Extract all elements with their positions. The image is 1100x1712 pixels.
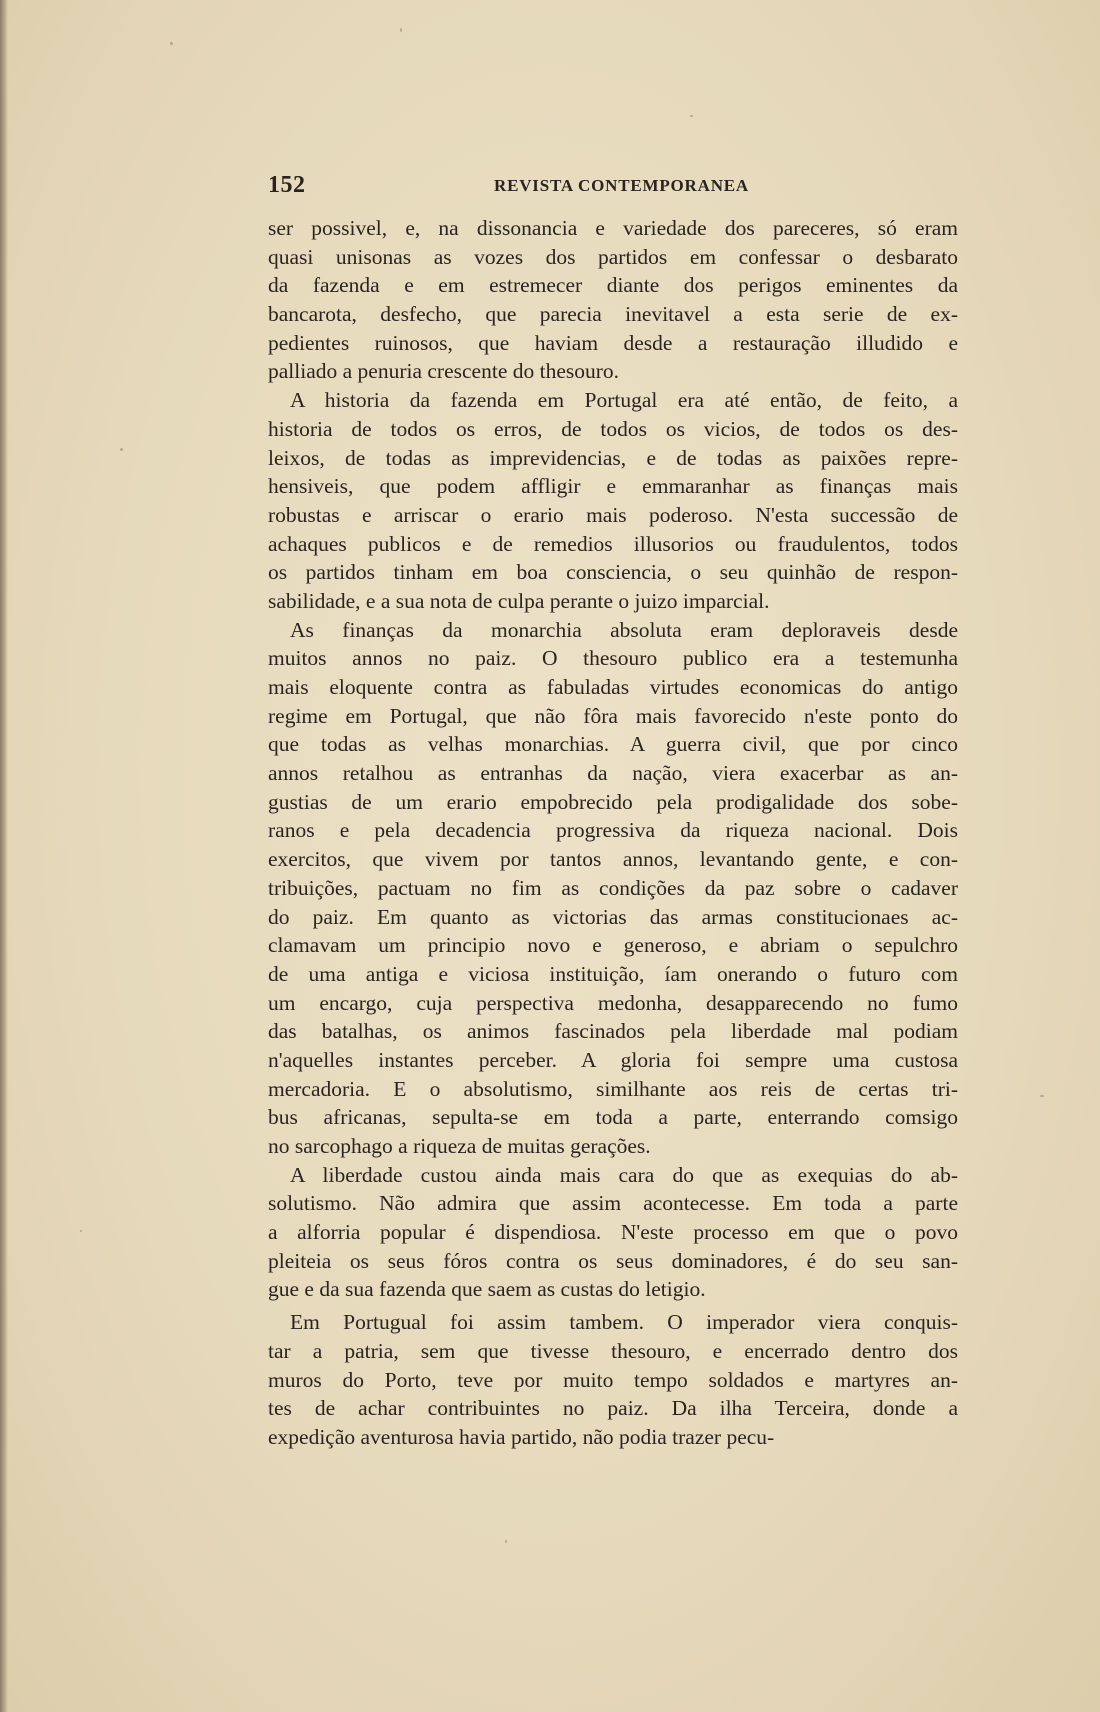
text-line: A historia da fazenda em Portugal era até então, de feito, a [290,388,958,413]
paragraph [268,1161,958,1304]
text-line: Em Portugual foi assim tambem. O imperador viera conquis- [290,1310,958,1335]
text-line: pleiteia os seus fóros contra os seus dominadores, é do seu san- [268,1248,958,1273]
paper-speck [690,115,693,117]
text-line: a alforria popular é dispendiosa. N'este processo em que o povo [268,1220,958,1245]
text-line: expedição aventurosa havia partido, não podia trazer pecu- [268,1424,775,1449]
text-line: A liberdade custou ainda mais cara do que as exequias do ab- [290,1162,958,1187]
text-line: muros do Porto, teve por muito tempo soldados e martyres an- [268,1367,958,1392]
paper-speck [505,1540,507,1543]
text-line: ser possivel, e, na dissonancia e variedade dos pareceres, só eram [268,216,958,240]
page-binding-edge [0,0,8,1712]
text-line: do paiz. Em quanto as victorias das armas constitucionaes ac- [268,904,958,929]
paper-speck [80,1230,82,1232]
text-line: historia de todos os erros, de todos os vicios, de todos os des- [268,416,958,441]
paragraph [268,1308,958,1451]
text-line: da fazenda e em estremecer diante dos perigos eminentes da [268,273,958,298]
text-line: das batalhas, os animos fascinados pela liberdade mal podiam [268,1019,958,1044]
text-line: ranos e pela decadencia progressiva da riqueza nacional. Dois [268,818,958,843]
text-line: sabilidade, e a sua nota de culpa perante o juizo imparcial. [268,588,770,613]
text-line: muitos annos no paiz. O thesouro publico era a testemunha [268,646,958,671]
text-line: gustias de um erario empobrecido pela prodigalidade dos sobe- [268,789,958,814]
paper-speck [400,28,402,32]
paper-speck [120,448,123,451]
body-text [268,214,958,1452]
paragraph [268,214,958,386]
text-line: exercitos, que vivem por tantos annos, levantando gente, e con- [268,847,958,872]
text-line: de uma antiga e viciosa instituição, íam onerando o futuro com [268,961,958,986]
text-line: regime em Portugal, que não fôra mais favorecido n'este ponto do [268,703,958,728]
text-line: um encargo, cuja perspectiva medonha, desapparecendo no fumo [268,990,958,1015]
page-header [268,172,958,198]
text-line: pedientes ruinosos, que haviam desde a restauração illudido e [268,330,958,355]
text-line: que todas as velhas monarchias. A guerra civil, que por cinco [268,732,958,757]
text-line: mais eloquente contra as fabuladas virtudes economicas do antigo [268,675,958,699]
page-number: 152 [268,172,306,198]
text-line: gue e da sua fazenda que saem as custas do letigio. [268,1277,706,1302]
text-line: bus africanas, sepulta-se em toda a parte, enterrando comsigo [268,1105,958,1130]
text-line: annos retalhou as entranhas da nação, viera exacerbar as an- [268,761,958,786]
text-line: leixos, de todas as imprevidencias, e de todas as paixões repre- [268,445,958,470]
text-line: no sarcophago a riqueza de muitas gerações. [268,1134,651,1158]
text-line: os partidos tinham em boa consciencia, o seu quinhão de respon- [268,560,958,585]
running-title: REVISTA CONTEMPORANEA [494,176,749,195]
text-line: As finanças da monarchia absoluta eram deploraveis desde [290,617,958,642]
text-line: achaques publicos e de remedios illusorios ou fraudulentos, todos [268,531,958,556]
paragraph [268,386,958,616]
text-line: tes de achar contribuintes no paiz. Da ilha Terceira, donde a [268,1396,958,1421]
paragraph [268,616,958,1161]
paper-speck [1040,1095,1044,1097]
paper-speck [830,1410,833,1413]
text-line: clamavam um principio novo e generoso, e abriam o sepulchro [268,933,958,958]
text-line: mercadoria. E o absolutismo, similhante aos reis de certas tri- [268,1076,958,1101]
paper-speck [170,42,173,45]
text-line: tribuições, pactuam no fim as condições da paz sobre o cadaver [268,875,958,900]
text-line: n'aquelles instantes perceber. A gloria foi sempre uma custosa [268,1047,958,1072]
text-line: solutismo. Não admira que assim acontecesse. Em toda a parte [268,1191,958,1216]
text-line: palliado a penuria crescente do thesouro. [268,359,620,384]
text-line: tar a patria, sem que tivesse thesouro, e encerrado dentro dos [268,1338,958,1363]
text-line: bancarota, desfecho, que parecia inevitavel a esta serie de ex- [268,302,958,327]
text-line: hensiveis, que podem affligir e emmaranhar as finanças mais [268,474,958,499]
text-line: quasi unisonas as vozes dos partidos em confessar o desbarato [268,244,958,269]
text-line: robustas e arriscar o erario mais poderoso. N'esta successão de [268,502,958,527]
